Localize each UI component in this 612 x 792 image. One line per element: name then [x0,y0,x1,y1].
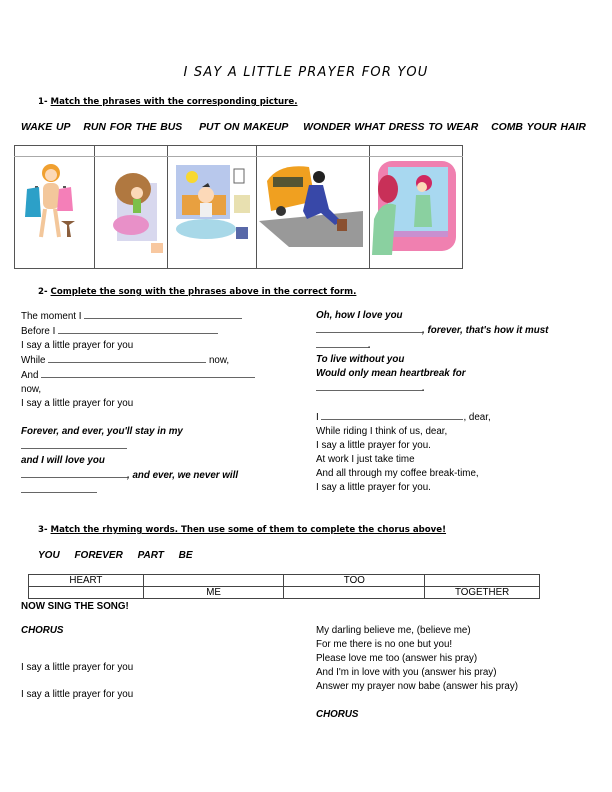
rhyme-cell[interactable]: ME [143,587,284,599]
blank-field-1[interactable] [84,309,242,319]
section-1-number: 1- [38,97,48,107]
chorus-label: CHORUS [21,625,64,636]
lyric-line: While [21,355,46,366]
phrase-run-for-bus: RUN FOR THE BUS [83,122,183,133]
blank-field-5[interactable] [21,439,127,449]
chorus-label: CHORUS [316,709,359,720]
phrase-put-on-makeup: PUT ON MAKEUP [199,122,289,133]
picture-cell-4 [257,157,370,269]
phrase-wonder-dress: WONDER WHAT DRESS TO WEAR [303,122,479,133]
chorus-line: Oh, how I love you [316,310,403,321]
final-verse [316,624,518,722]
sing-heading: NOW SING THE SONG! [21,601,129,612]
rhyme-cell[interactable]: HEART [29,575,144,587]
lyric-line: I say a little prayer for you [21,398,134,409]
section-1-heading [38,97,297,107]
blank-field-9[interactable] [316,338,368,348]
blank-field-11[interactable] [321,410,463,420]
chorus-line: , forever, that's how it must [422,325,549,336]
phrase-comb-hair: COMB YOUR HAIR [491,122,586,133]
man-running-for-bus-picture [259,161,363,247]
chorus-line: . [422,383,425,394]
blank-field-3[interactable] [48,353,206,363]
woman-choosing-dress-picture [21,159,83,239]
girl-combing-hair-picture [107,165,167,255]
lyric-line: I say a little prayer for you. [316,440,431,451]
woman-putting-on-makeup-picture [372,159,458,255]
lyric-line: I say a little prayer for you [21,689,134,700]
word-forever: FOREVER [74,550,123,561]
boy-waking-up-picture [176,165,256,245]
rhyme-cell[interactable]: TOO [284,575,425,587]
song-verse-right [316,309,548,495]
lyric-line: The moment I [21,311,82,322]
lyric-line: And I'm in love with you (answer his pray) [316,667,497,678]
rhyme-table [28,574,540,599]
lyric-line: And [21,370,39,381]
answer-cell-1[interactable] [15,146,95,157]
section-2-number: 2- [38,287,48,297]
lyric-line: While riding I think of us, dear, [316,426,448,437]
lyric-line: At work I just take time [316,454,415,465]
word-you: YOU [38,550,60,561]
picture-cell-5 [370,157,463,269]
picture-table [14,145,463,269]
lyric-line: Answer my prayer now babe (answer his pray) [316,681,519,692]
lyric-line: I [316,412,319,423]
chorus-line: To live without you [316,354,405,365]
answer-cell-4[interactable] [257,146,370,157]
song-verse-left [21,309,255,498]
section-3-number: 3- [38,525,48,535]
rhyme-word-bank [38,550,193,561]
section-2-heading [38,287,356,297]
phrase-wake-up: WAKE UP [21,122,71,133]
lyric-line: And all through my coffee break-time, [316,468,479,479]
chorus-line: and I will love you [21,455,105,466]
rhyme-cell[interactable] [425,575,540,587]
lyric-line: now, [208,355,230,366]
rhyme-cell[interactable]: TOGETHER [425,587,540,599]
blank-field-10[interactable] [316,381,422,391]
lyric-line: My darling believe me, (believe me) [316,625,471,636]
section-3-heading [38,525,446,535]
phrase-bank [21,122,595,133]
lyric-line: For me there is no one but you! [316,639,453,650]
blank-field-7[interactable] [21,483,97,493]
lyric-line: Before I [21,326,56,337]
chorus-line: , and ever, we never will [127,470,239,481]
word-part: PART [137,550,164,561]
lyric-line: , dear, [463,412,491,423]
lyric-line: Please love me too (answer his pray) [316,653,478,664]
section-2-instruction: Complete the song with the phrases above in the correct form. [50,287,357,297]
blank-field-2[interactable] [58,324,218,334]
lyric-line: now, [21,384,42,395]
picture-cell-1 [15,157,95,269]
rhyme-cell[interactable] [143,575,284,587]
word-be: BE [178,550,193,561]
answer-cell-5[interactable] [370,146,463,157]
rhyme-cell[interactable] [29,587,144,599]
lyric-line: I say a little prayer for you. [316,482,431,493]
lyric-line: I say a little prayer for you [21,662,134,673]
chorus-line: . [368,340,371,351]
blank-field-8[interactable] [316,323,422,333]
lyric-line: I say a little prayer for you [21,340,134,351]
answer-cell-3[interactable] [168,146,257,157]
section-3-instruction: Match the rhyming words. Then use some of them to complete the chorus above! [50,525,447,535]
picture-cell-3 [168,157,257,269]
picture-cell-2 [95,157,168,269]
chorus-line: Forever, and ever, you'll stay in my [21,426,183,437]
rhyme-cell[interactable] [284,587,425,599]
section-1-instruction: Match the phrases with the corresponding picture. [50,97,298,107]
blank-field-6[interactable] [21,468,127,478]
answer-cell-2[interactable] [95,146,168,157]
chorus-line: Would only mean heartbreak for [316,368,466,379]
worksheet-title: I SAY A LITTLE PRAYER FOR YOU [183,65,429,80]
blank-field-4[interactable] [41,368,255,378]
